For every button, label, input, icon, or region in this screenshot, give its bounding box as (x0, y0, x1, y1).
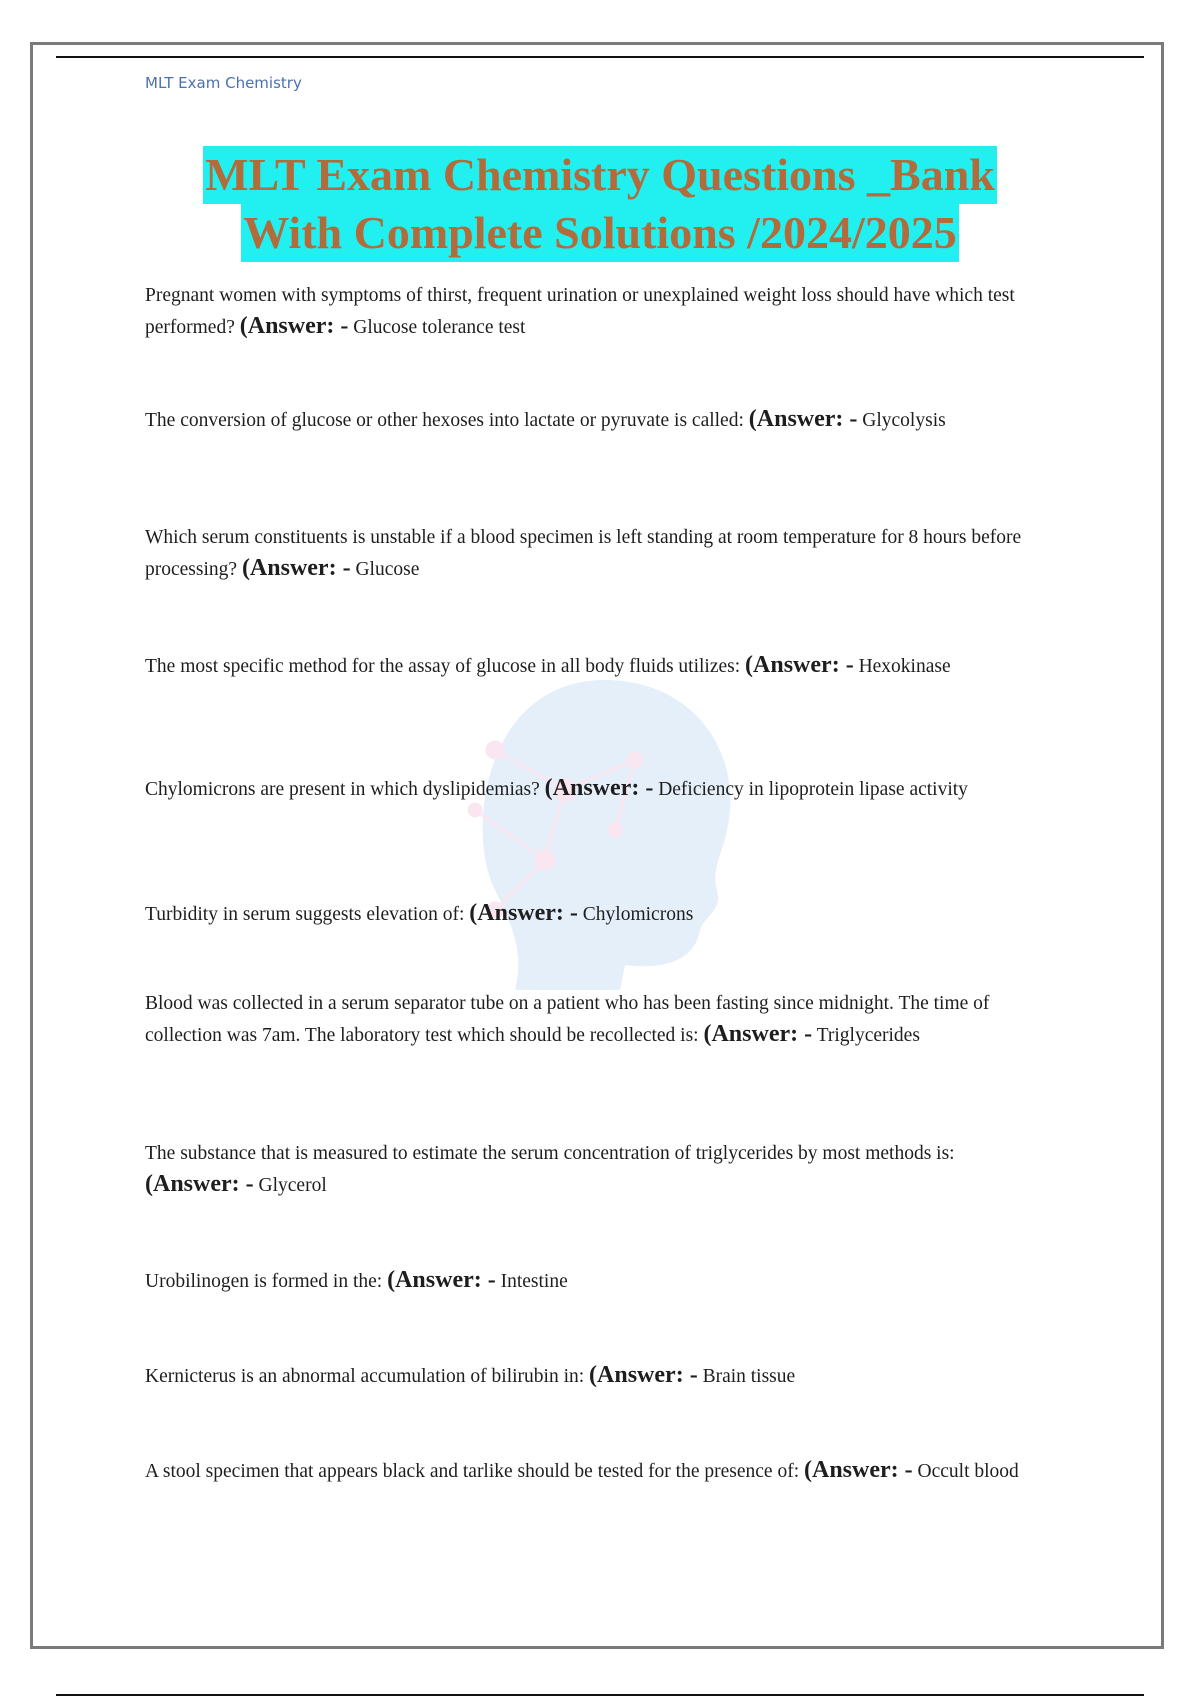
answer-label: (Answer: - (241, 555, 351, 581)
bottom-rule (56, 1694, 1144, 1696)
answer-label: (Answer: - (748, 406, 858, 432)
question-text: The most specific method for the assay of glucose in all body fluids utilizes: (145, 656, 741, 677)
qa-item (145, 1138, 1045, 1201)
answer-text: Occult blood (917, 1461, 1019, 1482)
qa-item (145, 650, 1045, 682)
answer-text: Glucose tolerance test (353, 317, 526, 338)
answer-label: (Answer: - (145, 1171, 254, 1197)
page-title (0, 146, 1200, 262)
answer-label: (Answer: - (589, 1362, 698, 1388)
qa-item (145, 522, 1045, 585)
answer-text: Deficiency in lipoprotein lipase activity (658, 779, 968, 800)
question-text: Turbidity in serum suggests elevation of: (145, 904, 465, 925)
question-text: A stool specimen that appears black and tarlike should be tested for the presence of: (145, 1461, 800, 1482)
answer-text: Hexokinase (858, 656, 951, 677)
qa-item (145, 404, 1045, 436)
top-rule (56, 56, 1144, 58)
answer-text: Glucose (355, 559, 420, 580)
question-text: Pregnant women with symptoms of thirst, frequent urination or unexplained weight loss should have which test performed? (145, 285, 1015, 338)
answer-label: (Answer: - (745, 652, 854, 678)
answer-text: Triglycerides (816, 1025, 920, 1046)
answer-text: Intestine (500, 1271, 568, 1292)
answer-text: Brain tissue (702, 1366, 796, 1387)
qa-item (145, 773, 1045, 805)
qa-item (145, 988, 1045, 1051)
running-header: MLT Exam Chemistry (145, 74, 302, 92)
question-text: The substance that is measured to estimate the serum concentration of triglycerides by most methods is: (145, 1143, 955, 1164)
answer-label: (Answer: - (469, 900, 578, 926)
answer-label: (Answer: - (804, 1457, 913, 1483)
head-network-logo-icon (455, 660, 755, 990)
qa-item (145, 280, 1045, 343)
qa-item (145, 1360, 1045, 1392)
answer-label: (Answer: - (703, 1021, 813, 1047)
question-text: Which serum constituents is unstable if a blood specimen is left standing at room temperature for 8 hours before processing? (145, 527, 1022, 580)
answer-text: Chylomicrons (582, 904, 694, 925)
title-line-2: With Complete Solutions /2024/2025 (241, 204, 959, 262)
qa-item (145, 898, 1045, 930)
question-text: The conversion of glucose or other hexoses into lactate or pyruvate is called: (145, 410, 744, 431)
answer-label: (Answer: - (544, 775, 654, 801)
qa-item (145, 1265, 1045, 1297)
answer-text: Glycolysis (862, 410, 946, 431)
question-text: Blood was collected in a serum separator tube on a patient who has been fasting since midnight. The time of collection was 7am. The laboratory test which should be recollected is: (145, 993, 990, 1046)
answer-text: Glycerol (258, 1175, 327, 1196)
qa-item (145, 1455, 1045, 1487)
title-line-1: MLT Exam Chemistry Questions _Bank (203, 146, 997, 204)
question-text: Kernicterus is an abnormal accumulation of bilirubin in: (145, 1366, 585, 1387)
question-text: Urobilinogen is formed in the: (145, 1271, 383, 1292)
answer-label: (Answer: - (239, 313, 349, 339)
question-text: Chylomicrons are present in which dyslipidemias? (145, 779, 540, 800)
answer-label: (Answer: - (387, 1267, 496, 1293)
